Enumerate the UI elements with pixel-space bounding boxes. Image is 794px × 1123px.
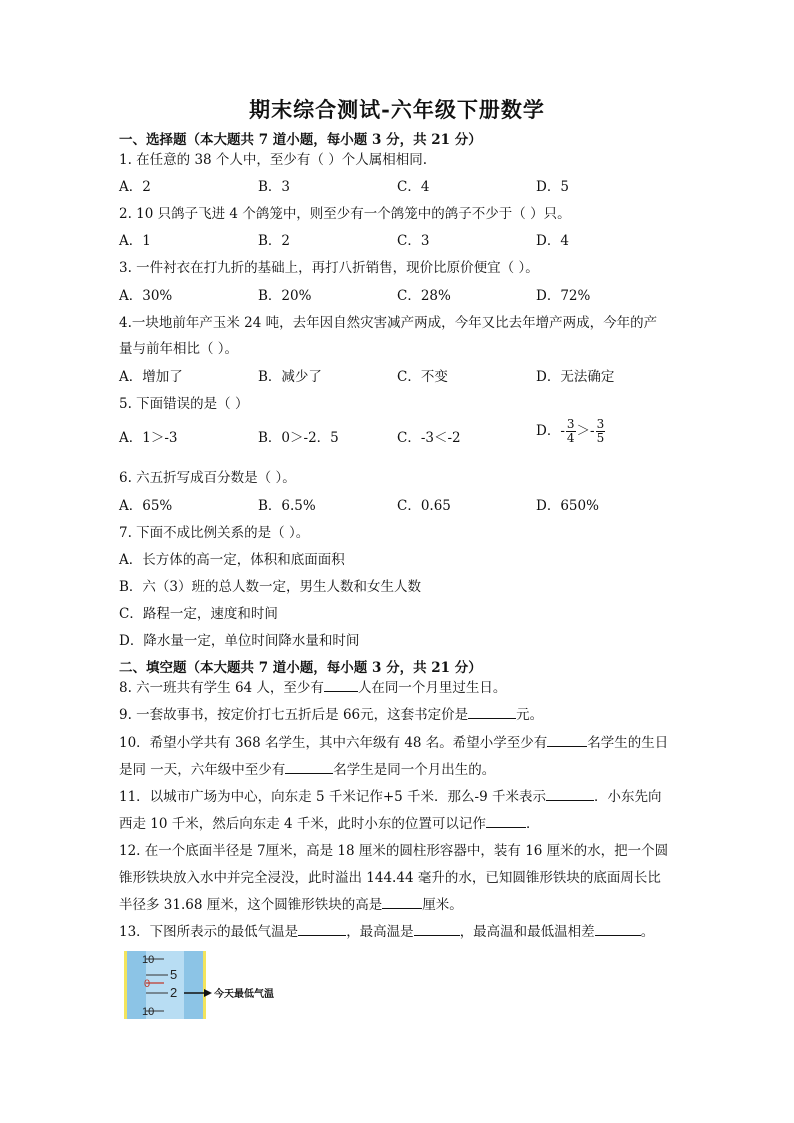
q8-text-2: 人在同一个月里过生日。 bbox=[357, 680, 507, 696]
option-b: B．6.5% bbox=[258, 498, 316, 514]
question-4-stem-line-2: 量与前年相比（ ）。 bbox=[119, 341, 239, 357]
question-2-stem: 2. 10 只鸽子飞进 4 个鸽笼中，则至少有一个鸽笼中的鸽子不少于（ ）只。 bbox=[119, 206, 571, 222]
fraction-neg-3-5 bbox=[596, 418, 606, 445]
option-d: D．5 bbox=[536, 179, 569, 195]
option-a: A．1＞-3 bbox=[119, 430, 178, 446]
arrow-label: 今天最低气温 bbox=[214, 989, 274, 1000]
question-7-stem: 7. 下面不成比例关系的是（ ）。 bbox=[119, 525, 310, 541]
question-11-line-2 bbox=[119, 812, 539, 832]
question-7-option-a: A．长方体的高一定，体积和底面面积 bbox=[119, 552, 345, 568]
option-a: A．增加了 bbox=[119, 369, 183, 385]
question-12-line-2: 锥形铁块放入水中并完全浸没，此时溢出 144.44 毫升的水，已知圆锥形铁块的底面周长比 bbox=[119, 870, 661, 886]
page-title: 期末综合测试-六年级下册数学 bbox=[249, 97, 545, 122]
question-9 bbox=[119, 703, 543, 723]
answer-blank bbox=[382, 896, 422, 909]
q10-text-4: 名学生是同一个月出生的。 bbox=[333, 762, 496, 778]
answer-blank bbox=[324, 679, 358, 692]
question-6-stem: 6. 六五折写成百分数是（ ）。 bbox=[119, 470, 296, 486]
question-10-line-2 bbox=[119, 758, 495, 778]
option-a: A．2 bbox=[119, 179, 151, 195]
question-12-line-3 bbox=[119, 893, 463, 913]
option-c: C．28% bbox=[397, 288, 451, 304]
question-4-options bbox=[119, 365, 679, 385]
question-3-stem: 3. 一件衬衣在打九折的基础上，再打八折销售，现价比原价便宜（ ）。 bbox=[119, 260, 539, 276]
option-b: B．减少了 bbox=[258, 369, 322, 385]
fraction-denominator: 4 bbox=[566, 431, 575, 445]
q10-text-3: 是同 一天，六年级中至少有 bbox=[119, 762, 286, 778]
option-d: D．650% bbox=[536, 498, 599, 514]
q10-text-2: 名学生的生日 bbox=[587, 735, 669, 751]
tick-label-5: 5 bbox=[170, 967, 178, 982]
question-2-options bbox=[119, 229, 679, 249]
q11-text-1: 11．以城市广场为中心，向东走 5 千米记作+5 千米．那么-9 千米表示 bbox=[119, 789, 546, 805]
option-c: C．0.65 bbox=[397, 498, 451, 514]
question-1-options bbox=[119, 175, 679, 195]
option-a: A．1 bbox=[119, 233, 151, 249]
q11-text-3: 西走 10 千米，然后向东走 4 千米，此时小东的位置可以记作 bbox=[119, 816, 486, 832]
relation-sign: ＞ bbox=[576, 423, 591, 439]
q13-text-1: 13．下图所表示的最低气温是 bbox=[119, 924, 299, 940]
answer-blank bbox=[546, 788, 594, 801]
question-8 bbox=[119, 676, 506, 696]
option-d-label: D． bbox=[536, 423, 561, 439]
option-c: C．-3＜-2 bbox=[397, 430, 461, 446]
answer-blank bbox=[298, 923, 346, 936]
option-b: B．20% bbox=[258, 288, 312, 304]
q12-text-1: 半径多 31.68 厘米，这个圆锥形铁块的高是 bbox=[119, 897, 383, 913]
question-7-option-c: C．路程一定，速度和时间 bbox=[119, 606, 278, 622]
question-11-line-1 bbox=[119, 785, 661, 805]
fraction-sign: - bbox=[560, 423, 565, 439]
fraction-numerator: 3 bbox=[596, 417, 605, 431]
option-b: B．3 bbox=[258, 179, 291, 195]
q9-text-1: 9. 一套故事书，按定价打七五折后是 66元，这套书定价是 bbox=[119, 707, 469, 723]
option-a: A．65% bbox=[119, 498, 173, 514]
question-10-line-1 bbox=[119, 731, 668, 751]
q12-text-2: 厘米。 bbox=[422, 897, 463, 913]
option-c: C．4 bbox=[397, 179, 430, 195]
q13-text-2: ，最高温是 bbox=[346, 924, 414, 940]
q8-text-1: 8. 六一班共有学生 64 人，至少有 bbox=[119, 680, 324, 696]
fraction-denominator: 5 bbox=[596, 431, 605, 445]
section-1-heading: 一、选择题（本大题共 7 道小题，每小题 3 分，共 21 分） bbox=[119, 132, 482, 148]
question-5-options bbox=[119, 417, 679, 446]
fraction-neg-3-4 bbox=[566, 418, 576, 445]
tick-label-0: 0 bbox=[144, 978, 151, 990]
q13-text-4: 。 bbox=[640, 924, 655, 940]
option-d: D．72% bbox=[536, 288, 591, 304]
option-b: B．0＞-2．5 bbox=[258, 430, 339, 446]
fraction-sign: - bbox=[590, 423, 595, 439]
option-d: D．无法确定 bbox=[536, 369, 615, 385]
tick-label-10-bottom: 10 bbox=[142, 1006, 155, 1018]
question-6-options bbox=[119, 494, 679, 514]
answer-blank bbox=[595, 923, 641, 936]
option-d: D．4 bbox=[536, 233, 569, 249]
question-7-option-d: D．降水量一定，单位时间降水量和时间 bbox=[119, 633, 360, 649]
tick-label-10-top: 10 bbox=[142, 954, 155, 966]
answer-blank bbox=[547, 734, 587, 747]
option-a: A．30% bbox=[119, 288, 173, 304]
question-7-option-b: B．六（3）班的总人数一定，男生人数和女生人数 bbox=[119, 579, 422, 595]
q11-text-2: ．小东先向 bbox=[593, 789, 662, 805]
question-1-stem: 1. 在任意的 38 个人中，至少有（ ）个人属相相同. bbox=[119, 152, 428, 168]
question-4-stem-line-1: 4.一块地前年产玉米 24 吨，去年因自然灾害减产两成，今年又比去年增产两成，今年的产 bbox=[119, 315, 658, 331]
q13-text-3: ，最高温和最低温相差 bbox=[459, 924, 595, 940]
q11-text-4: ． bbox=[525, 816, 540, 832]
answer-blank bbox=[486, 815, 526, 828]
section-2-heading: 二、填空题（本大题共 7 道小题，每小题 3 分，共 21 分） bbox=[119, 660, 482, 676]
option-c: C．3 bbox=[397, 233, 430, 249]
fraction-numerator: 3 bbox=[566, 417, 575, 431]
answer-blank bbox=[414, 923, 460, 936]
answer-blank bbox=[468, 706, 516, 719]
q10-text-1: 10．希望小学共有 368 名学生，其中六年级有 48 名。希望小学至少有 bbox=[119, 735, 548, 751]
question-3-options bbox=[119, 284, 679, 304]
question-13 bbox=[119, 920, 654, 940]
option-d bbox=[536, 418, 606, 445]
question-12-line-1: 12. 在一个底面半径是 7厘米，高是 18 厘米的圆柱形容器中，装有 16 厘米的水，把一个圆 bbox=[119, 843, 669, 859]
arrow-head-icon bbox=[204, 989, 212, 997]
option-c: C．不变 bbox=[397, 369, 448, 385]
thermometer-figure bbox=[124, 951, 294, 1019]
question-5-stem: 5. 下面错误的是（ ） bbox=[119, 396, 249, 412]
option-b: B．2 bbox=[258, 233, 291, 249]
tick-label-2: 2 bbox=[170, 985, 178, 1000]
answer-blank bbox=[285, 761, 333, 774]
q9-text-2: 元。 bbox=[516, 707, 544, 723]
